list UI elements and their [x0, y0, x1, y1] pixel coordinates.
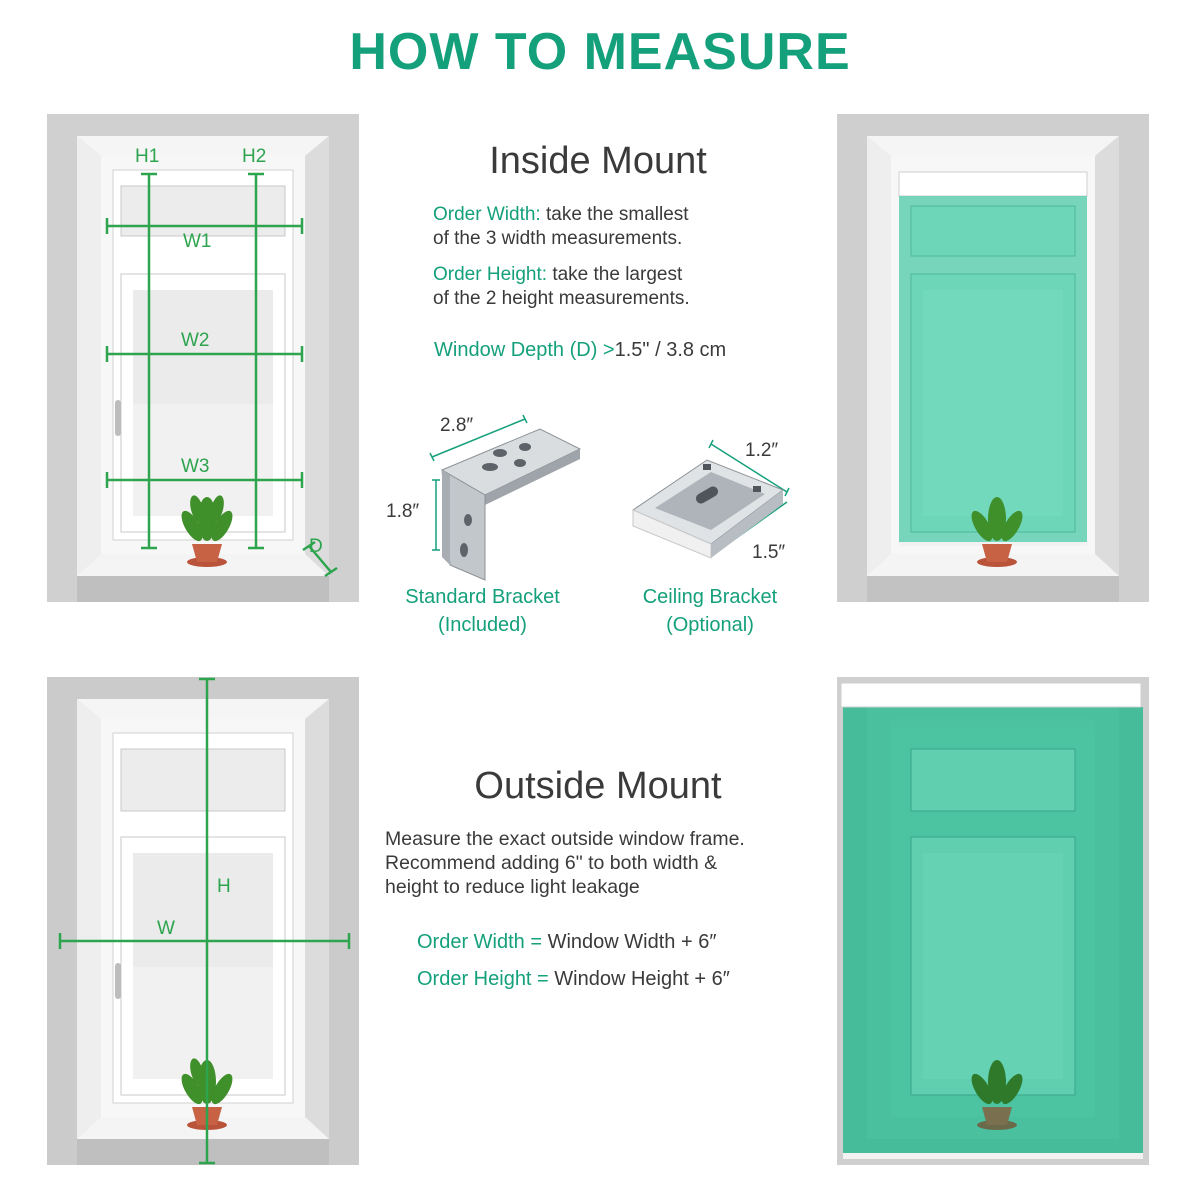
outside-order-height-value: Window Height + 6″: [554, 968, 730, 990]
order-width-instructions: [433, 203, 793, 251]
outside-mount-heading: Outside Mount: [474, 765, 722, 807]
standard-bracket-image: [380, 405, 600, 590]
outside-order-width: [417, 930, 817, 954]
standard-bracket-caption: [380, 583, 585, 639]
standard-bracket-height: 1.8″: [386, 501, 420, 522]
inside-mount-window-photo: [47, 114, 359, 602]
standard-bracket-note: (Included): [438, 614, 527, 636]
w2-label: W2: [181, 330, 210, 351]
ceiling-bracket-note: (Optional): [666, 614, 754, 636]
inside-mount-shade-photo: [837, 114, 1149, 602]
order-width-text: take the smallest: [545, 204, 689, 225]
window-depth-label: Window Depth (D) >: [434, 339, 615, 361]
order-height-instructions: [433, 263, 793, 311]
outside-order-width-value: Window Width + 6″: [547, 931, 717, 953]
outside-desc-line-1: Measure the exact outside window frame.: [385, 828, 745, 850]
order-width-label: Order Width:: [433, 204, 541, 225]
outside-desc-line-3: height to reduce light leakage: [385, 876, 640, 898]
outside-desc-line-2: Recommend adding 6" to both width &: [385, 852, 718, 874]
outside-mount-description: [385, 827, 825, 899]
inside-mount-heading: Inside Mount: [489, 140, 707, 182]
w-label: W: [157, 918, 175, 939]
outside-order-height: [417, 967, 817, 991]
outside-order-width-label: Order Width =: [417, 931, 543, 953]
standard-bracket-name: Standard Bracket: [405, 586, 560, 608]
window-depth-line: [434, 338, 814, 362]
outside-mount-window-photo: [47, 677, 359, 1165]
h2-label: H2: [242, 146, 267, 167]
h1-label: H1: [135, 146, 160, 167]
order-width-text-2: of the 3 width measurements.: [433, 228, 683, 249]
w1-label: W1: [183, 231, 212, 252]
ceiling-bracket-depth: 1.5″: [752, 542, 786, 563]
order-height-label: Order Height:: [433, 264, 548, 285]
ceiling-bracket-width: 1.2″: [745, 440, 779, 461]
order-height-text-2: of the 2 height measurements.: [433, 288, 690, 309]
w3-label: W3: [181, 456, 210, 477]
ceiling-bracket-caption: [615, 583, 805, 639]
h-label: H: [217, 876, 231, 897]
outside-order-height-label: Order Height =: [417, 968, 549, 990]
outside-mount-shade-photo: [837, 677, 1149, 1165]
d-label: D: [309, 536, 323, 557]
window-depth-value: 1.5" / 3.8 cm: [614, 339, 727, 361]
page-title: HOW TO MEASURE: [349, 23, 851, 81]
order-height-text: take the largest: [552, 264, 683, 285]
ceiling-bracket-name: Ceiling Bracket: [642, 586, 778, 608]
standard-bracket-width: 2.8″: [440, 415, 474, 436]
